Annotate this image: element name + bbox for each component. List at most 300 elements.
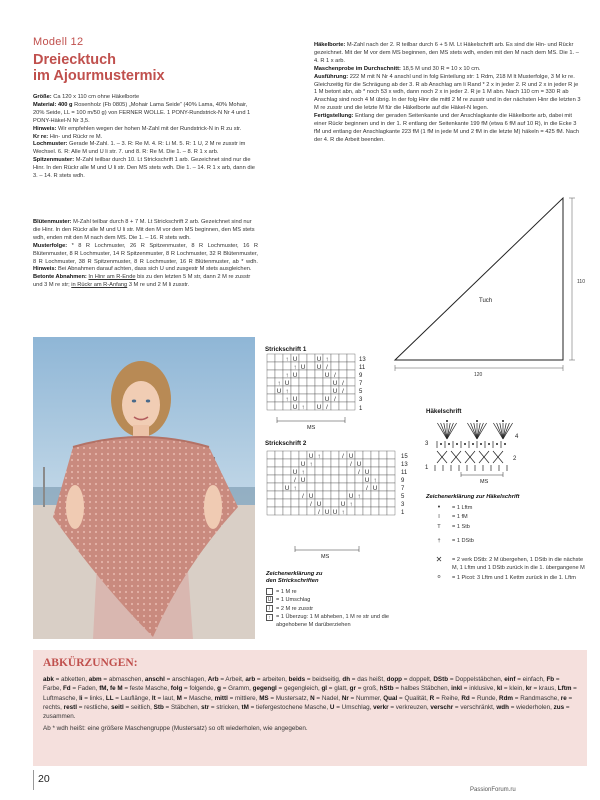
chart-cell [363,499,371,507]
yarn-over-icon: U [267,597,272,604]
chart-symbol: U [308,493,314,500]
row-number: 13 [401,462,408,468]
chart-cell [371,499,379,507]
chart-cell [387,475,395,483]
chart-cell [331,402,339,410]
chart-cell [339,354,347,362]
chart-symbol: / [326,404,328,411]
abbreviation-entry: li = links, [79,694,106,702]
chart-cell [307,402,315,410]
chart-cell [323,491,331,499]
chart-cell [347,354,355,362]
bluetenmuster-label: Blütenmuster: [33,219,72,225]
abbreviation-entry: g = Gramm, [217,685,253,693]
legend-strick-title-2: den Strickschriften [266,578,319,584]
musterfolge-line: * 8 R Lochmuster, 26 R Spitzenmuster, 8 R Lochmuster, 16 R [71,242,258,249]
material-label: Material: 400 g [33,101,73,108]
hinweis-text: Wir empfehlen wegen der hohen M-Zahl mit der Rundstrick-N in R zu str. [57,125,242,132]
row-number: 11 [401,470,408,476]
schematic-diagram [385,190,595,380]
chart-cell [323,499,331,507]
lochmuster-text: Gerade M-Zahl. 1. – 3. R: Re M. 4. R: Li M. 5. R: 1 U, 2 M re zusstr im Wechsel. 6. R: Alle M und U li str. 7. und 8. R: Re M. Die 1. – 8. R 1 x arb. [33,141,246,156]
chart-cell [315,491,323,499]
single-crochet-icon: I [438,514,440,521]
abbreviation-entry: einf = einfach, [504,676,547,683]
chart-cell [371,451,379,459]
chart-cell [371,459,379,467]
chart-symbol: U [284,485,290,492]
picot-icon: ᵒ [437,572,441,582]
page-number-divider [33,770,34,790]
chart-symbol: ↑ [317,453,321,460]
chart-cell [379,451,387,459]
row-number: 9 [401,478,405,484]
treble-crochet-icon: † [437,538,441,545]
chart-cell [299,370,307,378]
abnahmen-text-2: 3 M re und 2 M li zusstr. [128,282,190,289]
abbreviation-entry: dh = das heißt, [342,676,387,683]
abbreviation-entry: verschr = verschränkt, [430,703,497,711]
chart-symbol: U [348,453,354,460]
skp-icon: ↑ [266,614,273,621]
chart-cell [275,362,283,370]
row-number: 11 [359,365,366,371]
chart-cell [379,491,387,499]
crossed-treble-icon: ✕ [435,554,443,564]
chart-cell [267,459,275,467]
abbreviation-entry: Nr = Nummer, [341,694,384,702]
chart-cell [283,362,291,370]
chart-symbol: U [308,453,314,460]
haekelschrift-title: Häkelschrift [426,408,462,415]
chart-cell [283,402,291,410]
abbreviation-entry: kr = kraus, [525,685,558,693]
legend-strick-title-1: Zeichenerklärung zu [266,571,323,577]
chart-cell [323,475,331,483]
legend-text: = 1 Umschlag [276,597,311,604]
chart-cell [283,459,291,467]
chart-symbol: / [350,461,352,468]
abbreviation-entry: zus = zusammen. [43,703,570,721]
chart-cell [299,451,307,459]
chart-cell [371,507,379,515]
chart-symbol: ↑ [373,477,377,484]
row-number: 7 [401,486,405,492]
chart-cell [323,451,331,459]
abbreviation-entry: anschl = anschlagen, [144,676,208,683]
chart-cell [267,507,275,515]
row-number: 1 [359,406,363,412]
chart-cell [355,483,363,491]
chart-symbol: U [324,509,330,516]
chart-cell [339,475,347,483]
abbreviation-entry: seitl = seitlich, [111,703,154,711]
chart-symbol: ↑ [285,372,289,379]
page-title [33,52,165,84]
abbreviation-entry: fM, fe M = feste Masche, [99,685,171,693]
knit-stitch-icon [266,588,273,595]
chart-symbol: U [316,356,322,363]
chain-dot [502,420,504,422]
chart-cell [267,402,275,410]
abbreviation-entry: hStb = halbes Stäbchen, [379,685,452,693]
abbreviation-entry: M = Masche, [176,694,215,702]
legend-item-umschlag [266,596,416,604]
chart-cell [307,362,315,370]
haekelborte-label: Häkelborte: [314,42,346,48]
chart-symbol: U [324,396,330,403]
chart-cell [323,483,331,491]
chart-cell [299,499,307,507]
chain-dot [496,443,498,445]
chart-symbol: ↑ [293,364,297,371]
spitzenmuster-label: Spitzenmuster: [33,157,75,164]
abbreviation-entry: MS = Mustersatz, [259,694,311,702]
chart-cell [339,394,347,402]
chart-cell [347,386,355,394]
chart-symbol: / [318,509,320,516]
material-text: Rosenholz (Fb 0805) „Mohair Lama Seide“ (40% Lama, 40% Mohair, 20% Seide, LL = 100 m/50 g) von FERNER WOLLE. 1 PONY-Rundstrick-N Nr 4 und 1 PONY-Häkel-N Nr 3,5. [33,101,251,124]
chart-symbol: ↑ [349,501,353,508]
chart-symbol: / [334,396,336,403]
chart-cell [267,499,275,507]
chart-cell [267,475,275,483]
chart-cell [347,467,355,475]
crochet-stroke [477,423,483,439]
chart-cell [283,451,291,459]
chart-symbol: ↑ [301,404,305,411]
chart-cell [307,386,315,394]
chart-cell [291,459,299,467]
haekel-ms-label: MS [480,479,489,485]
row-number: 3 [359,397,363,403]
abbreviation-entry: Qual = Qualität, [383,694,430,702]
abbreviation-entry: re = rechts, [43,694,573,711]
chart-cell [371,467,379,475]
abbreviations-note: Ab * wdh heißt: eine größere Maschengruppe (Mustersatz) so oft wiederholen, wie angegeben. [43,725,308,733]
legend-text: = 2 M re zusstr [276,605,314,612]
haekelschrift-diagram [425,417,525,479]
crochet-stroke [441,423,447,439]
chart-cell [267,362,275,370]
abbreviation-entry: Rd = Runde, [461,694,500,702]
chart-cell [307,394,315,402]
abbreviation-entry: str = stricken, [201,703,242,711]
chart-cell [379,475,387,483]
chart-cell [387,459,395,467]
chart-symbol: U [364,469,370,476]
chart-cell [267,354,275,362]
chart-cell [307,370,315,378]
chart-cell [323,378,331,386]
model-number: Modell 12 [33,36,84,48]
strickschrift-1-row-numbers [359,357,366,412]
chart-symbol: U [292,396,298,403]
chart-symbol: ↑ [301,469,305,476]
krre-text: Hin- und Rückr re M. [49,133,103,140]
chart-cell [275,467,283,475]
chart-cell [347,475,355,483]
chart-symbol: U [300,461,306,468]
chart-cell [291,499,299,507]
chart-cell [379,459,387,467]
bluetenmuster-text: M-Zahl teilbar durch 8 + 7 M. Lt Strickschrift 2 arb. Gezeichnet sind nur die Hinr. In den Rückr alle M und U li str. Mit den M vor dem MS beginnen, den MS stets wdh, enden mit den M nach dem MS. Die 1. – 16. R stets wdh. [33,219,255,241]
abbreviation-entry: abk = abketten, [43,676,89,683]
haekelborte-text: M-Zahl nach der 2. R teilbar durch 6 + 5 M. Lt Häkelschrift arb. Es sind die Hin- und Rückr gezeichnet. Mit der M vor dem MS beginnen, den MS stets wdh, enden mit den M nach dem MS. Die 1. – 4. R 1 x arb. [314,42,579,64]
abbreviation-entry: R = Reihe, [429,694,462,702]
chart-cell [331,467,339,475]
strickschrift-1-title: Strickschrift 1 [265,346,307,353]
chart-symbol: U [316,404,322,411]
crochet-row-number: 1 [425,465,429,471]
chart-cell [283,467,291,475]
chart-cell [275,451,283,459]
chart-cell [299,483,307,491]
chart-cell [347,507,355,515]
abbreviation-entry: Arb = Arbeit, [207,676,246,683]
abbreviation-entry: inkl = inklusive, [451,685,497,693]
abbreviations-box [33,650,587,766]
abbreviation-entry: wdh = wiederholen, [496,703,554,711]
chart-cell [355,451,363,459]
legend-item-lftm [426,504,586,512]
legend-text: = 1 Überzug: 1 M abheben, 1 M re str und die abgehobene M darüberziehen [276,614,390,629]
width-label: 120 [474,372,483,378]
chart-cell [283,499,291,507]
legend-text: = 1 Picot: 3 Lftm und 1 Kettm zurück in die 1. Lftm [452,574,576,581]
abbreviation-entry: mittl = mittlere, [214,694,260,702]
legend-item-verk-dstb [426,556,586,572]
abnahmen-hinr: In Hinr am R-Ende [88,274,136,281]
chart-symbol: / [326,364,328,371]
abbreviation-entry: dopp = doppelt, [386,676,434,683]
abbreviation-entry: beids = beidseitig, [288,676,343,683]
legend-item-fm [426,513,586,521]
abnahmen-text: bis zu den letzten 5 M str, dann 2 M re zusstr und 3 M re str; [33,274,251,289]
row-number: 13 [359,357,366,363]
chart-symbol: / [366,485,368,492]
ausfuehrung-label: Ausführung: [314,73,349,80]
double-crochet-icon: T [437,523,441,530]
chart-cell [331,475,339,483]
row-number: 3 [401,502,405,508]
chart-symbol: ↑ [293,485,297,492]
chart-symbol: ↑ [285,388,289,395]
chart-cell [347,362,355,370]
chart-symbol: U [300,477,306,484]
chart-cell [275,459,283,467]
chart-cell [267,394,275,402]
legend-text: = 1 M re [276,589,297,595]
crochet-row-number: 2 [513,456,517,462]
chart-cell [267,467,275,475]
chart-cell [315,378,323,386]
abbreviation-entry: restl = restliche, [63,703,112,711]
krre-label: Kr re: [33,133,49,140]
chart-cell [387,451,395,459]
chart-cell [299,386,307,394]
chart-cell [379,499,387,507]
chart-symbol: U [332,380,338,387]
chart-cell [355,475,363,483]
abbreviation-entry: Lftm = Luftmasche, [43,685,577,702]
chart-cell [299,378,307,386]
page-number: 20 [38,773,50,785]
strickschrift-2-cells [267,451,395,516]
chart-cell [339,467,347,475]
abbreviation-entry: lt = laut, [151,694,177,702]
chart-symbol: U [356,461,362,468]
chart-cell [331,459,339,467]
chart-symbol: U [340,501,346,508]
chain-dot [448,443,450,445]
abbreviation-entry: tM = tiefergestochene Masche, [241,703,330,711]
chart-cell [307,378,315,386]
chart-cell [291,386,299,394]
chart-symbol: / [342,380,344,387]
legend-text: = 1 DStb [452,538,474,545]
chart-cell [331,362,339,370]
legend-item-zusstr [266,605,416,613]
chart-cell [355,507,363,515]
chart-cell [315,483,323,491]
strickschrift-1-grid [265,353,375,431]
chart-cell [291,491,299,499]
abbreviation-entry: Rdm = Randmasche, [499,694,561,702]
chart-cell [283,507,291,515]
row-number: 1 [401,510,405,516]
chart-cell [275,499,283,507]
abnahmen-label: Betonte Abnahmen: [33,274,87,281]
chart-cell [331,354,339,362]
chart-symbol: / [334,372,336,379]
legend-item-picot [426,574,586,582]
chart-cell [307,507,315,515]
tuch-label: Tuch [479,298,493,304]
chart-symbol: U [292,356,298,363]
chart-cell [275,507,283,515]
row-number: 5 [401,494,405,500]
chart-cell [299,354,307,362]
chart-cell [275,491,283,499]
chart-cell [267,386,275,394]
crochet-stroke [503,423,509,439]
chart-symbol: / [310,501,312,508]
abbreviation-entry: N = Nadel, [310,694,342,702]
legend-item-stb [426,523,586,531]
chart-cell [315,459,323,467]
chart-cell [283,491,291,499]
chart-cell [339,370,347,378]
abbreviation-entry: gegengl = gegengleich, [252,685,322,693]
chart-cell [387,499,395,507]
crochet-stroke [471,423,477,439]
chart-symbol: U [372,485,378,492]
abbreviation-entry: Fb = Farbe, [43,676,560,693]
abbreviation-entry: arb = arbeiten, [245,676,289,683]
chart-cell [275,402,283,410]
fertigstellung-text: Entlang der geraden Seitenkante und der Anschlagkante die Häkelborte arb, dabei mit einer Rückr beginnen und in der 1. R entlang der Seitenkante 199 fM (etwa 6 fM auf 10 R), in die Ecke 3 fM und entlang der Anschlagkante 223 fM (1 fM in jede M und 2 fM in die letzte M) häkeln = 425 fM. Nach der 4. R die Arbeit beenden. [314,113,580,143]
musterfolge-hinweis-text: Bei Abnahmen darauf achten, dass sich U und zusgestr M stets ausgleichen. [57,266,252,273]
strickschrift-1-cells [267,354,355,411]
chart-symbol: / [342,388,344,395]
hinweis-label: Hinweis: [33,125,57,132]
legend-haekel-title: Zeichenerklärung zur Häkelschrift [426,494,520,500]
chart-symbol: U [316,364,322,371]
instructions-left-bottom [33,219,258,290]
chart-cell [299,394,307,402]
title-line-2: im Ajourmustermix [33,68,165,84]
legend-text: = 1 Lftm [452,505,473,511]
abbreviation-entry: folg = folgende, [170,685,218,693]
row-number: 7 [359,381,363,387]
chart-cell [363,451,371,459]
row-number: 9 [359,373,363,379]
ms-label: MS [307,425,316,431]
chart-symbol: ↑ [325,356,329,363]
chart-cell [291,507,299,515]
musterfolge-label: Musterfolge: [33,242,68,249]
chart-cell [275,483,283,491]
chart-cell [347,402,355,410]
musterfolge-line: Blütenmuster, ab * wdh. [195,258,258,265]
chart-cell [379,483,387,491]
chain-dot [472,443,474,445]
legend-item-dstb [426,537,586,545]
chart-cell [339,362,347,370]
chart-cell [275,354,283,362]
chart-cell [323,386,331,394]
groesse-text: Ca 120 x 110 cm ohne Häkelborte [53,94,140,100]
chain-dot [446,420,448,422]
chart-cell [299,507,307,515]
chart-cell [323,467,331,475]
chart-symbol: U [292,469,298,476]
photo-illustration [33,337,255,639]
chart-cell [307,483,315,491]
k2tog-icon: / [266,605,273,612]
chart-symbol: ↑ [277,380,281,387]
crochet-row-number: 3 [425,441,429,447]
legend-text: = 2 verk DStb: 2 M übergehen, 1 DStb in die nächste M, 1 Lftm und 1 DStb zurück in die 1. übergangene M [452,556,585,571]
abnahmen-rueckr: in Rückr am R-Anfang [71,282,128,289]
chart-cell [267,451,275,459]
ausfuehrung-text: 222 M mit N Nr 4 anschl und in folg Einteilung str: 1 Rdm, 218 M lt Musterfolge, 3 M kr re. Gleichzeitig für die Schrägung ab der 3. R ab Anschlag am li Rand * 2 x in jeder 2. R und 2 x in jeder R je 1 M betont abn, ab * noch 53 x wdh, dann noch 2 x in jeder 2. R je 1 M abn. Nach 110 cm = 330 R ab Anschlag sind noch 4 M übrig. In der folg Hinr die mittl 2 M re zusstr und in der nächsten Hinr die letzten 3 M re zusstr und die letzte M für die Häkelborte auf die Häkel-N legen. [314,73,581,112]
abbreviation-entry: LL = Lauflänge, [105,694,152,702]
chart-cell [347,483,355,491]
chart-symbol: ↑ [309,461,313,468]
chart-cell [307,475,315,483]
chart-cell [275,370,283,378]
chart-symbol: ↑ [341,509,345,516]
chart-cell [315,394,323,402]
chart-cell [275,394,283,402]
legend-item-ueberzug [266,613,416,629]
abbreviation-entry: Stb = Stäbchen, [153,703,202,711]
chain-dot [464,443,466,445]
chart-cell [331,483,339,491]
chart-symbol: U [292,372,298,379]
strickschrift-2-grid [265,450,415,562]
chart-cell [315,475,323,483]
abbreviation-entry: kl = klein, [496,685,526,693]
crochet-stroke [497,423,503,439]
chart-symbol: U [332,388,338,395]
maschenprobe-label: Maschenprobe im Durchschnitt: [314,65,401,72]
legend-strickschrift [266,571,416,629]
strickschrift-2-row-numbers [401,454,408,516]
chart-cell [347,394,355,402]
